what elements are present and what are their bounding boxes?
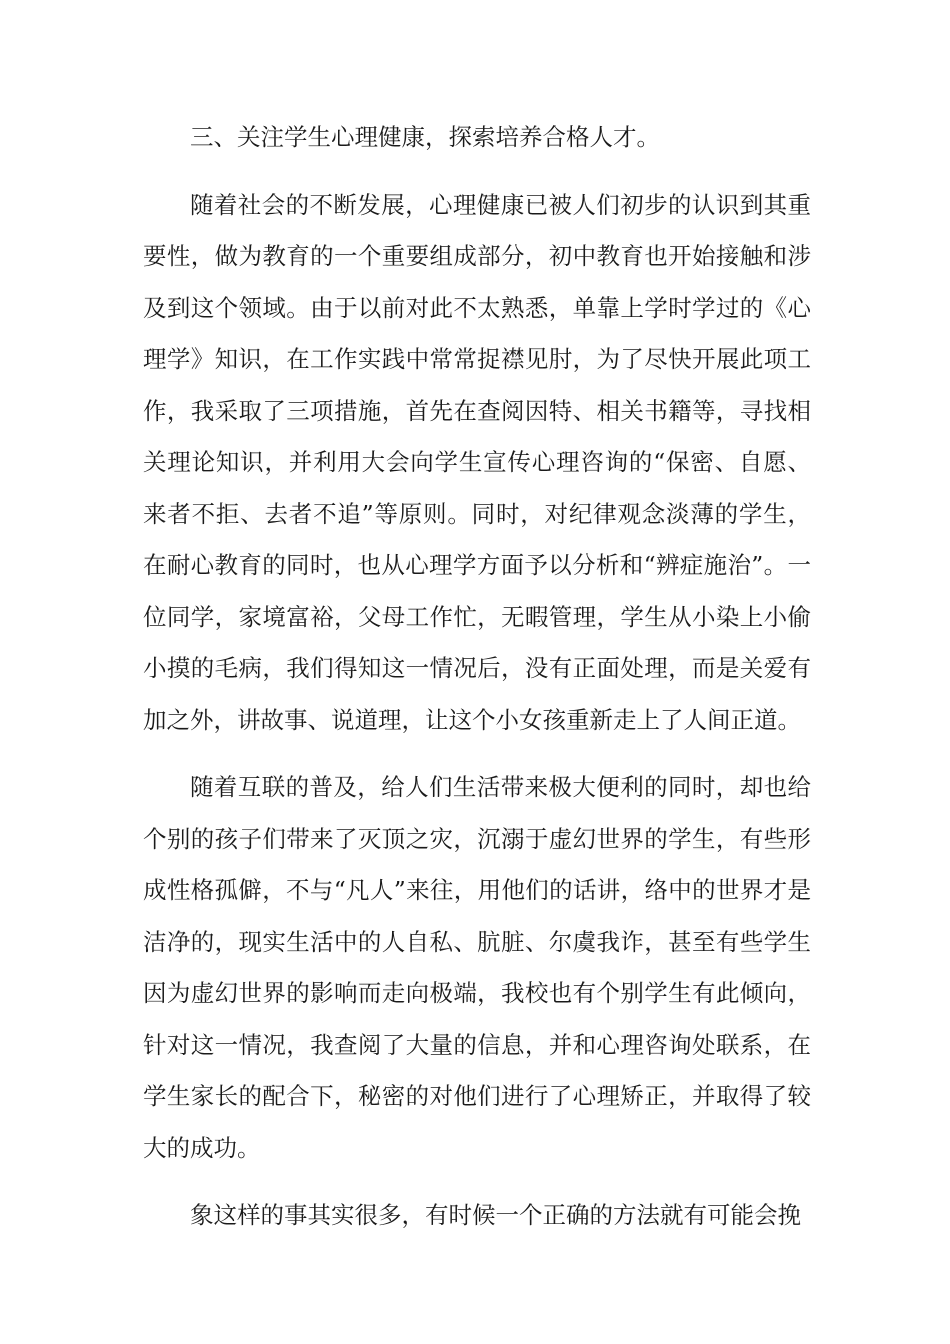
paragraph-examples: 象这样的事其实很多，有时候一个正确的方法就有可能会挽: [190, 1201, 801, 1229]
paragraph-internet: 随着互联的普及，给人们生活带来极大便利的同时，却也给个别的孩子们带来了灭顶之灾，沉溺于虚幻世界的学生，有些形成性格孤僻，不与“凡人”来往，用他们的话讲，络中的世界才是洁净的，现实生活中的人自私、肮脏、尔虞我诈，甚至有些学生因为虚幻世界的影响而走向极端，我校也有个别学生有此倾向，针对这一情况，我查阅了大量的信息，并和心理咨询处联系，在学生家长的配合下，秘密的对他们进行了心理矫正，并取得了较大的成功。: [143, 773, 811, 1162]
paragraph-mental-health: 随着社会的不断发展，心理健康已被人们初步的认识到其重要性，做为教育的一个重要组成部分，初中教育也开始接触和涉及到这个领域。由于以前对此不太熟悉，单靠上学时学过的《心理学》知识，在工作实践中常常捉襟见肘，为了尽快开展此项工作，我采取了三项措施，首先在查阅因特、相关书籍等，寻找相关理论知识，并利用大会向学生宣传心理咨询的“保密、自愿、来者不拒、去者不追”等原则。同时，对纪律观念淡薄的学生，在耐心教育的同时，也从心理学方面予以分析和“辨症施治”。一位同学，家境富裕，父母工作忙，无暇管理，学生从小染上小偷小摸的毛病，我们得知这一情况后，没有正面处理，而是关爱有加之外，讲故事、说道理，让这个小女孩重新走上了人间正道。: [143, 190, 811, 734]
section-heading: 三、关注学生心理健康，探索培养合格人才。: [190, 123, 660, 151]
document-page: [143, 112, 811, 1242]
